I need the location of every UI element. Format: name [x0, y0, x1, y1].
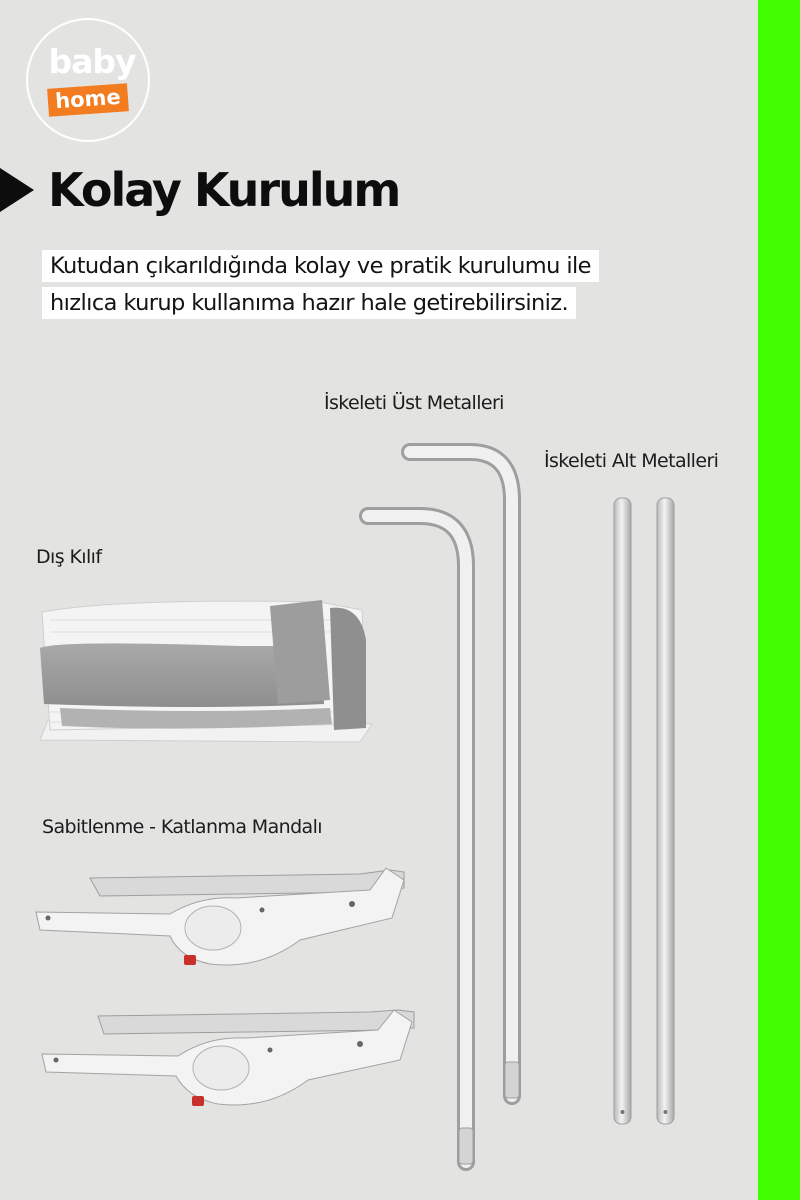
logo-baby-text: baby: [48, 42, 136, 81]
top-metals-label: İskeleti Üst Metalleri: [324, 392, 504, 414]
description-line-2: hızlıca kurup kullanıma hazır hale getirebilirsiniz.: [42, 287, 576, 319]
latch-image-2: [42, 1010, 414, 1106]
green-side-strip: [758, 0, 800, 1200]
latch-label: Sabitlenme - Katlanma Mandalı: [42, 816, 322, 838]
outer-cover-image: [40, 600, 372, 742]
logo-home-text: home: [47, 83, 129, 117]
page-title: Kolay Kurulum: [48, 163, 400, 217]
bottom-metals-label: İskeleti Alt Metalleri: [544, 450, 719, 472]
latch-image-1: [36, 868, 404, 965]
description-line-1: Kutudan çıkarıldığında kolay ve pratik kurulumu ile: [42, 250, 599, 282]
bottom-metals-image: [614, 498, 674, 1124]
outer-cover-label: Dış Kılıf: [36, 546, 102, 568]
